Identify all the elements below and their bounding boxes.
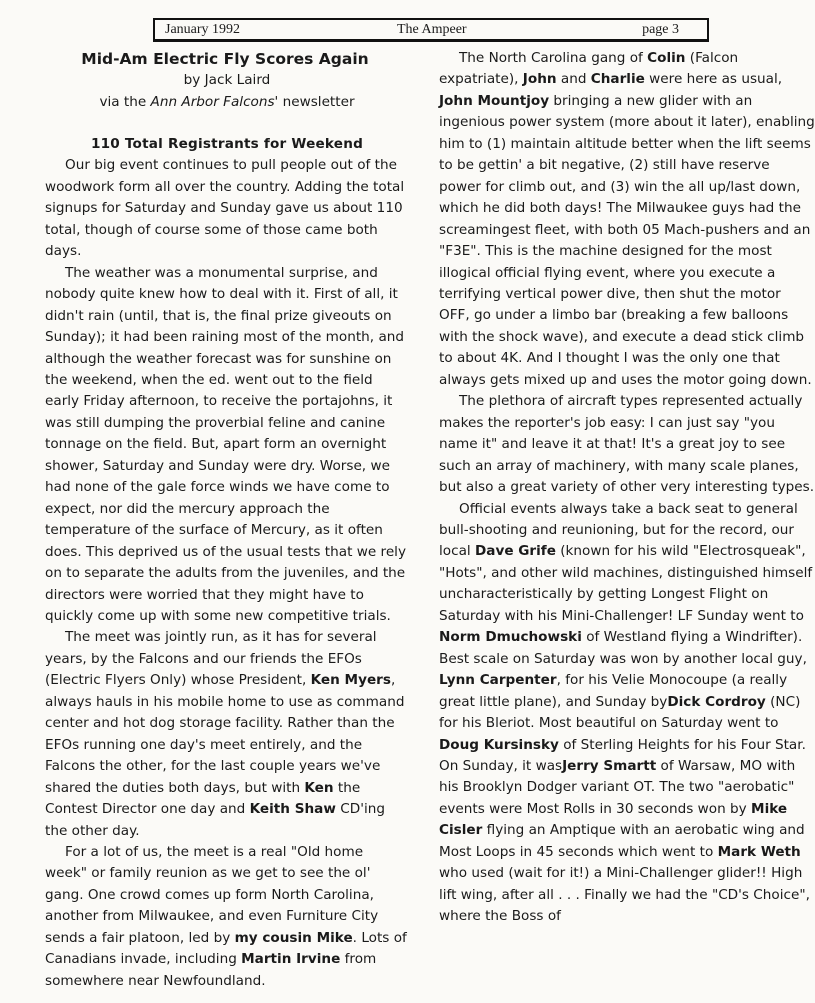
text-run: were here as usual, xyxy=(644,71,783,88)
person-name: John xyxy=(522,71,557,88)
text-run: who used (wait for it!) a Mini-Challenger glider!! High lift wing, after all . . . Finally we had the "CD's Choice", where the Boss of xyxy=(439,865,810,925)
person-name: Keith Shaw xyxy=(249,801,336,818)
text-run: , always hauls in his mobile home to use as command center and hot dog storage facility. Rather than the EFOs running one day's meet entirely, and the Falcons the other, for the last couple years we've shared the duties both days, but with xyxy=(45,672,405,796)
via-prefix: via the xyxy=(99,93,151,110)
person-name: Norm Dmuchowski xyxy=(439,629,582,646)
person-name: Charlie xyxy=(590,71,645,88)
publication-name: The Ampeer xyxy=(397,22,467,37)
left-column xyxy=(45,48,409,992)
text-run: The meet was jointly run, as it has for several years, by the Falcons and our friends the EFOs (Electric Flyers Only) whose President, xyxy=(45,629,377,689)
article-byline: by Jack Laird xyxy=(183,72,271,88)
left-paragraph-1: Our big event continues to pull people out of the woodwork form all over the country. Adding the total signups for Saturday and Sunday gave us about 110 total, though of course some of those came both days. xyxy=(45,157,405,260)
text-run: flying an Amptique with an aerobatic wing and Most Loops in 45 seconds which went to xyxy=(439,822,805,860)
person-name: Jerry Smartt xyxy=(562,757,657,774)
text-run: CD'ing the other day. xyxy=(45,801,385,839)
right-column xyxy=(439,48,815,928)
text-run: of Sterling Heights for his Four Star. On Sunday, it was xyxy=(439,736,806,774)
left-paragraph-2: The weather was a monumental surprise, and nobody quite knew how to deal with it. First of all, it didn't rain (until, that is, the final prize giveouts on Sunday); it had been raining most of the month, and although the weather forecast was for sunshine on the weekend, when the ed. went out to the field early Friday afternoon, to receive the portajohns, it was still dumping the proverbial feline and canine tonnage on the field. But, apart form an overnight shower, Saturday and Sunday were dry. Worse, we had none of the gale force winds we have come to expect, nor did the mercury approach the temperature of the surface of Mercury, as it often does. This deprived us of the usual tests that we rely on to separate the adults from the juveniles, and the directors were worried that they might have to quickly come up with some new competitive trials. xyxy=(45,264,407,624)
article-title: Mid-Am Electric Fly Scores Again xyxy=(81,50,369,68)
text-run: . Lots of Canadians invade, including xyxy=(45,929,407,968)
via-suffix: newsletter xyxy=(278,93,355,110)
issue-date: January 1992 xyxy=(165,22,241,37)
article-source xyxy=(45,92,409,114)
person-name: Dick Cordroy xyxy=(667,693,766,710)
text-run: of Westland flying a Windrifter). Best scale on Saturday was won by another local guy, xyxy=(439,629,807,667)
left-paragraph-3 xyxy=(45,627,409,842)
right-paragraph-1 xyxy=(439,48,815,391)
person-name: Colin xyxy=(647,50,686,66)
left-paragraph-4 xyxy=(45,842,409,992)
person-name: my cousin Mike xyxy=(234,929,353,946)
text-run: (NC) for his Bleriot. Most beautiful on Saturday went to xyxy=(439,693,801,732)
right-paragraph-3 xyxy=(439,499,815,928)
section-heading: 110 Total Registrants for Weekend xyxy=(90,136,364,152)
text-run: of Warsaw, MO with his Brooklyn Dodger variant OT. The two "aerobatic" events were Most Rolls in 30 seconds won by xyxy=(439,757,796,817)
person-name: Dave Grife xyxy=(475,543,556,560)
page-number: page 3 xyxy=(642,22,679,37)
text-run: , for his Velie Monocoupe (a really great little plane), and Sunday by xyxy=(439,672,788,710)
text-run: (known for his wild "Electrosqueak", "Hots", and other wild machines, distinguished himself uncharacteristically by getting Longest Flight on Saturday with his Mini-Challenger! LF Sunday went to xyxy=(439,543,813,624)
person-name: Lynn Carpenter xyxy=(439,672,557,689)
text-run: and xyxy=(556,71,591,88)
text-run: from somewhere near Newfoundland. xyxy=(45,951,377,989)
person-name: Ken xyxy=(304,779,334,796)
person-name: John Mountjoy xyxy=(439,92,550,109)
text-run: the Contest Director one day and xyxy=(45,779,361,818)
person-name: Martin Irvine xyxy=(241,951,341,968)
text-run: bringing a new glider with an ingenious power system (more about it later), enabling him to (1) maintain altitude better when the lift seems to be gettin' a bit negative, (2) still have reserve power for climb out, and (3) win the all up/last down, which he did both days! The Milwaukee guys had the screamingest fleet, with both 05 Mach-pushers and an "F3E". This is the machine designed for the most illogical official flying event, where you execute a terrifying vertical power dive, then shut the motor OFF, go under a limbo bar (breaking a few balloons with the shock wave), and execute a dead stick climb to about 4K. And I thought I was the only one that always gets mixed up and uses the motor going down. xyxy=(439,92,815,388)
person-name: Mike Cisler xyxy=(439,800,788,839)
text-run: The North Carolina gang of xyxy=(459,50,648,66)
text-run: (Falcon expatriate), xyxy=(439,50,739,88)
page-header xyxy=(153,18,709,42)
text-run: For a lot of us, the meet is a real "Old home week" or family reunion as we get to see the ol' gang. One crowd comes up form North Carolina, another from Milwaukee, and even Furniture City sends a fair platoon, led by xyxy=(45,843,379,946)
right-paragraph-2: The plethora of aircraft types represented actually makes the reporter's job easy: I can just say "you name it" and leave it at that! It's a great joy to see such an array of machinery, with many scale planes, but also a great variety of other very interesting types. xyxy=(439,393,815,496)
via-source: Ann Arbor Falcons' xyxy=(150,93,279,110)
person-name: Ken Myers xyxy=(310,672,391,689)
person-name: Doug Kursinsky xyxy=(439,736,559,753)
text-run: Official events always take a back seat to general bull-shooting and reunioning, but for the record, our local xyxy=(439,500,798,560)
person-name: Mark Weth xyxy=(717,843,801,860)
